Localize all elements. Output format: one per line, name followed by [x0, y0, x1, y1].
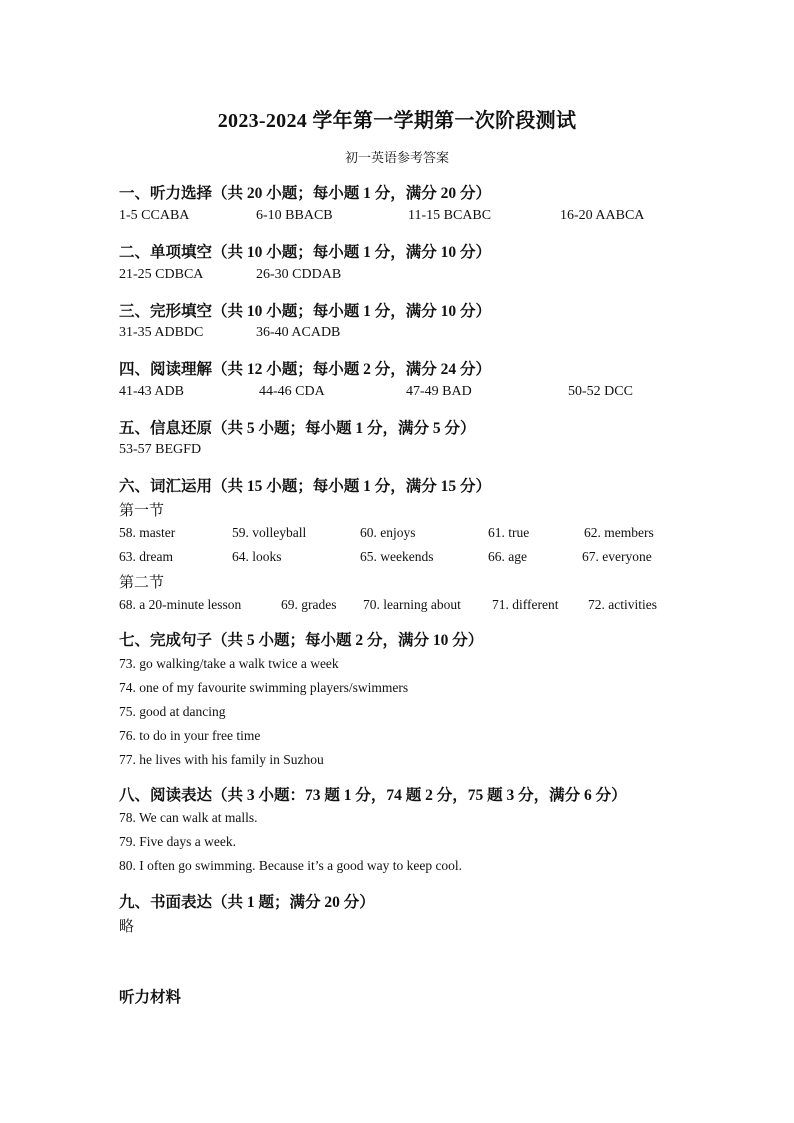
answer-group: 53-57 BEGFD — [119, 442, 202, 457]
answer-group: 31-35 ADBDC — [119, 325, 204, 340]
vocab-answer: 67. everyone — [582, 549, 652, 564]
reading-answer: 78. We can walk at malls. — [119, 810, 258, 825]
sentence-answer: 77. he lives with his family in Suzhou — [119, 752, 324, 767]
section-7-heading: 七、完成句子（共 5 小题；每小题 2 分，满分 10 分） — [119, 632, 484, 649]
answer-group: 16-20 AABCA — [560, 208, 645, 223]
vocab-answer: 72. activities — [588, 597, 657, 612]
answer-group: 6-10 BBACB — [256, 208, 333, 223]
vocab-answer: 60. enjoys — [360, 525, 416, 540]
sentence-answer: 73. go walking/take a walk twice a week — [119, 656, 339, 671]
answer-group: 11-15 BCABC — [408, 208, 492, 223]
vocab-answer: 59. volleyball — [232, 525, 307, 540]
answer-group: 41-43 ADB — [119, 384, 184, 399]
answer-group: 21-25 CDBCA — [119, 267, 204, 282]
sentence-answer: 76. to do in your free time — [119, 728, 261, 743]
section-3-heading: 三、完形填空（共 10 小题；每小题 1 分，满分 10 分） — [119, 303, 492, 320]
part-2-label: 第二节 — [119, 575, 165, 591]
section-4-heading: 四、阅读理解（共 12 小题；每小题 2 分，满分 24 分） — [119, 361, 492, 378]
sentence-answer: 75. good at dancing — [119, 704, 226, 719]
part-1-label: 第一节 — [119, 503, 165, 519]
answer-group: 36-40 ACADB — [256, 325, 341, 340]
page-title: 2023-2024 学年第一学期第一次阶段测试 — [217, 110, 577, 132]
answer-group: 44-46 CDA — [259, 384, 325, 399]
section-6-heading: 六、词汇运用（共 15 小题；每小题 1 分，满分 15 分） — [119, 478, 492, 495]
vocab-answer: 64. looks — [232, 549, 282, 564]
section-1-heading: 一、听力选择（共 20 小题；每小题 1 分，满分 20 分） — [119, 185, 492, 202]
sentence-answer: 74. one of my favourite swimming players/swimmers — [119, 680, 409, 695]
vocab-answer: 69. grades — [281, 597, 337, 612]
section-9-heading: 九、书面表达（共 1 题；满分 20 分） — [119, 894, 375, 911]
listening-material-heading: 听力材料 — [119, 989, 182, 1006]
section-8-heading: 八、阅读表达（共 3 小题：73 题 1 分，74 题 2 分，75 题 3 分，满分 6 分） — [119, 787, 627, 804]
section-5-heading: 五、信息还原（共 5 小题；每小题 1 分，满分 5 分） — [119, 420, 476, 437]
reading-answer: 79. Five days a week. — [119, 834, 236, 849]
vocab-answer: 71. different — [492, 597, 559, 612]
reading-answer: 80. I often go swimming. Because it’s a good way to keep cool. — [119, 858, 463, 873]
vocab-answer: 68. a 20-minute lesson — [119, 597, 242, 612]
vocab-answer: 65. weekends — [360, 549, 434, 564]
vocab-answer: 70. learning about — [363, 597, 461, 612]
vocab-answer: 62. members — [584, 525, 654, 540]
vocab-answer: 66. age — [488, 549, 527, 564]
writing-answer: 略 — [119, 919, 135, 935]
section-2-heading: 二、单项填空（共 10 小题；每小题 1 分，满分 10 分） — [119, 244, 492, 261]
page-subtitle: 初一英语参考答案 — [344, 150, 449, 165]
answer-group: 1-5 CCABA — [119, 208, 190, 223]
vocab-answer: 63. dream — [119, 549, 173, 564]
answer-group: 26-30 CDDAB — [256, 267, 342, 282]
vocab-answer: 61. true — [488, 525, 530, 540]
answer-group: 50-52 DCC — [568, 384, 633, 399]
vocab-answer: 58. master — [119, 525, 176, 540]
answer-group: 47-49 BAD — [406, 384, 472, 399]
